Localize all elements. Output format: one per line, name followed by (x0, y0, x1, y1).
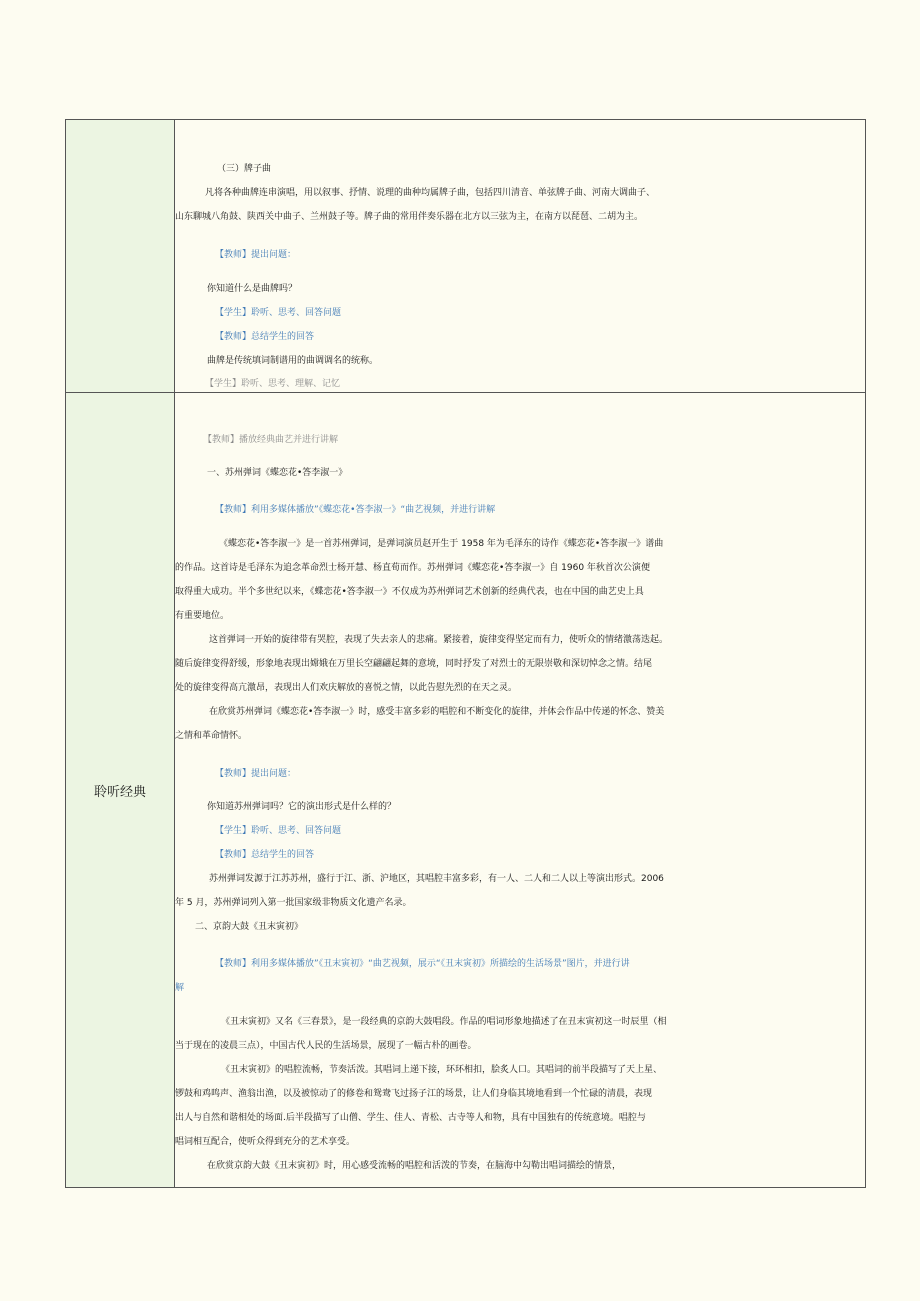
student-note: 【学生】聆听、思考、理解、记忆 (205, 379, 341, 389)
paragraph-line: 之情和革命情怀。 (175, 731, 248, 741)
paragraph-line: 山东聊城八角鼓、陕西关中曲子、兰州鼓子等。牌子曲的常用伴奏乐器在北方以三弦为主，在南方以琵琶、二胡为主。 (175, 212, 644, 222)
teacher-note: 解 (175, 983, 185, 993)
answer-line: 曲牌是传统填词制谱用的曲调调名的统称。 (207, 356, 379, 366)
question-line: 你知道苏州弹词吗？它的演出形式是什么样的？ (207, 802, 397, 812)
paragraph-line: 随后旋律变得舒缓，形象地表现出嫦娥在万里长空翩翩起舞的意境，同时抒发了对烈士的无限崇敬和深切悼念之情。结尾 (175, 659, 653, 669)
paragraph-line: 《蝶恋花•答李淑一》是一首苏州弹词，是弹词演员赵开生于 1958 年为毛泽东的诗作《蝶恋花•答李淑一》谱曲 (219, 539, 664, 549)
paragraph-line: 有重要地位。 (175, 611, 230, 621)
student-note: 【学生】聆听、思考、回答问题 (215, 308, 342, 318)
teacher-note: 【教师】播放经典曲艺并进行讲解 (203, 435, 339, 445)
paragraph-line: 当于现在的凌晨三点），中国古代人民的生活场景，展现了一幅古朴的画卷。 (175, 1041, 477, 1051)
paragraph-line: 凡将各种曲牌连串演唱，用以叙事、抒情、说理的曲种均属牌子曲，包括四川清音、单弦牌子曲、河南大调曲子、 (205, 188, 656, 198)
teacher-note: 【教师】提出问题： (215, 769, 297, 779)
row-label-cell (66, 120, 175, 393)
table-row (66, 120, 866, 393)
student-note: 【学生】聆听、思考、回答问题 (215, 826, 342, 836)
teacher-note: 【教师】提出问题： (215, 250, 297, 260)
teacher-note: 【教师】利用多媒体播放”《丑末寅初》“曲艺视频，展示“《丑末寅初》所描绘的生活场景”图片，并进行讲 (215, 959, 630, 969)
row-label-cell (66, 393, 175, 1188)
paragraph-line: 在欣赏苏州弹词《蝶恋花•答李淑一》时，感受丰富多彩的唱腔和不断变化的旋律，并体会作品中传递的怀念、赞美 (209, 707, 665, 717)
paragraph-line: 《丑末寅初》又名《三春景》，是一段经典的京韵大鼓唱段。作品的唱词形象地描述了在丑末寅初这一时辰里（相 (221, 1017, 667, 1027)
paragraph-line: 这首弹词一开始的旋律带有哭腔，表现了失去亲人的悲痛。紧接着，旋律变得坚定而有力，使听众的情绪激荡迭起。 (209, 635, 669, 645)
content-cell (175, 120, 866, 393)
teacher-note: 【教师】利用多媒体播放”《蝶恋花•答李淑一》“曲艺视频，并进行讲解 (215, 505, 496, 515)
subsection-heading: 一、苏州弹词《蝶恋花•答李淑一》 (207, 468, 348, 478)
paragraph-line: 取得重大成功。半个多世纪以来，《蝶恋花•答李淑一》不仅成为苏州弹词艺术创新的经典代表，也在中国的曲艺史上具 (175, 587, 644, 597)
question-line: 你知道什么是曲牌吗？ (207, 284, 298, 294)
paragraph-line: 在欣赏京韵大鼓《丑末寅初》时，用心感受流畅的唱腔和活泼的节奏，在脑海中勾勒出唱词描绘的情景， (207, 1161, 622, 1171)
paragraph-line: 年 5 月，苏州弹词列入第一批国家级非物质文化遗产名录。 (175, 898, 412, 908)
subsection-heading: （三）牌子曲 (217, 164, 272, 174)
paragraph-line: 苏州弹词发源于江苏苏州，盛行于江、浙、沪地区，其唱腔丰富多彩，有一人、二人和二人以上等演出形式。2006 (209, 874, 664, 884)
row-label: 聆听经典 (93, 784, 146, 800)
paragraph-line: 唱词相互配合，使听众得到充分的艺术享受。 (175, 1137, 356, 1147)
table-row (66, 393, 866, 1188)
paragraph-line: 锣鼓和鸡鸣声、渔翁出渔，以及被惊动了的修卷和鸳鸯飞过扬子江的场景，让人们身临其境地看到一个忙碌的清晨，表现 (175, 1089, 653, 1099)
paragraph-line: 《丑末寅初》的唱腔流畅，节奏活泼。其唱词上递下接，环环相扣，脍炙人口。其唱词的前半段描写了天上星、 (221, 1065, 663, 1075)
subsection-heading: 二、京韵大鼓《丑末寅初》 (195, 922, 304, 932)
paragraph-line: 的作品。这首诗是毛泽东为追念革命烈士杨开慧、杨直荀而作。苏州弹词《蝶恋花•答李淑一》自 1960 年秋首次公演便 (175, 563, 650, 573)
teacher-note: 【教师】总结学生的回答 (215, 850, 315, 860)
content-cell (175, 393, 866, 1188)
paragraph-line: 出人与自然和谐相处的场面.后半段描写了山僧、学生、佳人、青松、古寺等人和物，具有中国独有的传统意境。唱腔与 (175, 1113, 646, 1123)
paragraph-line: 处的旋律变得高亢激昂，表现出人们欢庆解放的喜悦之情，以此告慰先烈的在天之灵。 (175, 683, 518, 693)
teacher-note: 【教师】总结学生的回答 (215, 332, 315, 342)
lesson-plan-table (65, 119, 866, 1188)
